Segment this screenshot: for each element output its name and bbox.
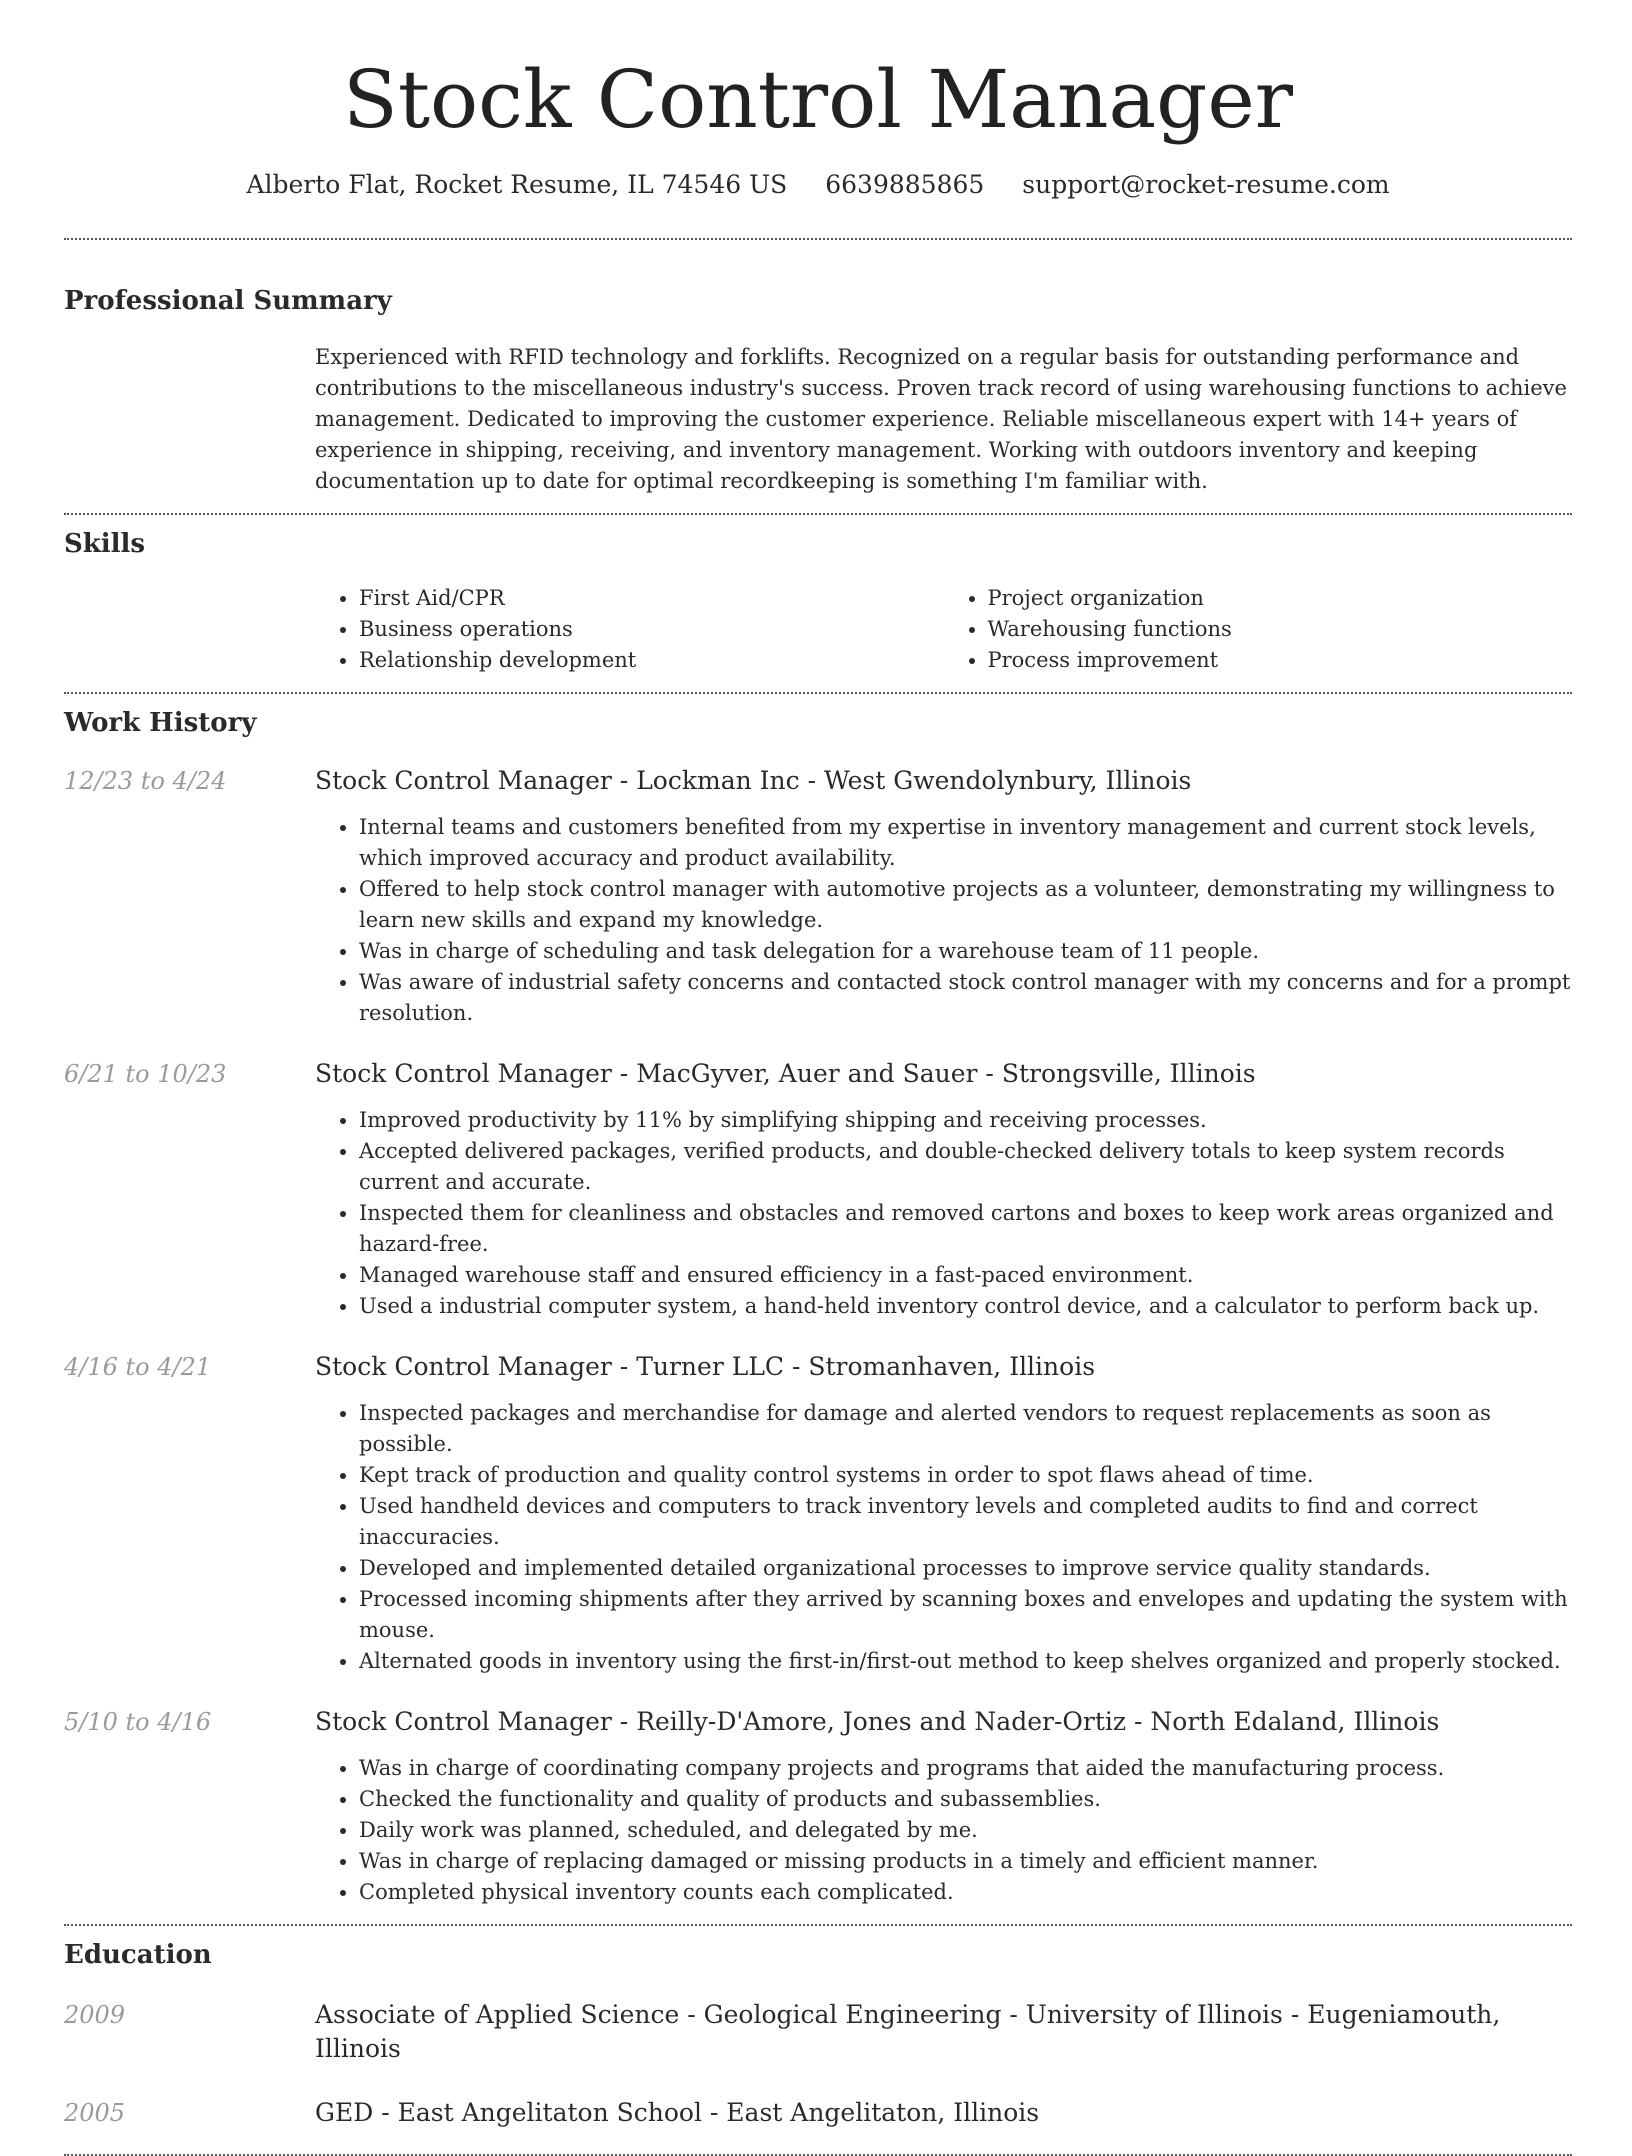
- divider: [64, 513, 1572, 515]
- section-title-summary: Professional Summary: [64, 286, 392, 316]
- job-date: 12/23 to 4/24: [64, 767, 227, 795]
- resume-name: Stock Control Manager: [343, 53, 1293, 146]
- divider: [64, 692, 1572, 694]
- job-bullets: [315, 812, 1572, 1029]
- job-date: 4/16 to 4/21: [64, 1353, 212, 1381]
- skill-item: • Relationship development: [359, 645, 944, 676]
- education-title: Associate of Applied Science - Geological Engineering - University of Illinois - Eugeniamouth, Illinois: [315, 2000, 1501, 2063]
- skills-section: [64, 527, 1572, 676]
- job-date: 6/21 to 10/23: [64, 1060, 227, 1088]
- skill-item: • Process improvement: [988, 645, 1573, 676]
- job-title: Stock Control Manager - Turner LLC - Stromanhaven, Illinois: [315, 1352, 1096, 1381]
- divider: [64, 238, 1572, 240]
- job-body: [315, 1705, 1572, 1908]
- job-bullet: • Offered to help stock control manager with automotive projects as a volunteer, demonstrating my willingness to learn new skills and expand my knowledge.: [359, 874, 1572, 936]
- skills-grid: [315, 583, 1572, 676]
- job-bullet: • Used a industrial computer system, a hand-held inventory control device, and a calculator to perform back up.: [359, 1291, 1572, 1322]
- divider: [64, 1924, 1572, 1926]
- job-entry: [64, 764, 1572, 1029]
- education-year: 2009: [64, 2001, 126, 2029]
- job-bullet: • Checked the functionality and quality of products and subassemblies.: [359, 1784, 1572, 1815]
- job-bullet: • Developed and implemented detailed organizational processes to improve service quality standards.: [359, 1553, 1572, 1584]
- job-entry: [64, 1350, 1572, 1677]
- summary-text: Experienced with RFID technology and forklifts. Recognized on a regular basis for outstanding performance and contributions to the miscellaneous industry's success. Proven track record of using warehousing functions to achieve management. Dedicated to improving the customer experience. Reliable miscellaneous expert with 14+ years of experience in shipping, receiving, and inventory management. Working with outdoors inventory and keeping documentation up to date for optimal recordkeeping is something I'm familiar with.: [315, 345, 1567, 493]
- contact-line: [64, 168, 1572, 202]
- job-title: Stock Control Manager - MacGyver, Auer and Sauer - Strongsville, Illinois: [315, 1059, 1256, 1088]
- job-bullet: • Managed warehouse staff and ensured efficiency in a fast-paced environment.: [359, 1260, 1572, 1291]
- section-title-work-history: Work History: [64, 708, 257, 738]
- education-section: [64, 1938, 1572, 2130]
- skills-list-left: [315, 583, 944, 676]
- job-bullet: • Used handheld devices and computers to track inventory levels and completed audits to find and correct inaccuracies.: [359, 1491, 1572, 1553]
- job-entry: [64, 1057, 1572, 1322]
- skills-list-right: [944, 583, 1573, 676]
- job-bullets: [315, 1753, 1572, 1908]
- job-bullets: [315, 1398, 1572, 1677]
- job-bullet: • Accepted delivered packages, verified products, and double-checked delivery totals to keep system records current and accurate.: [359, 1136, 1572, 1198]
- job-title: Stock Control Manager - Lockman Inc - West Gwendolynbury, Illinois: [315, 766, 1192, 795]
- job-bullet: • Was in charge of replacing damaged or missing products in a timely and efficient manner.: [359, 1846, 1572, 1877]
- work-history-section: [64, 706, 1572, 1924]
- job-bullet: • Internal teams and customers benefited from my expertise in inventory management and current stock levels, which improved accuracy and product availability.: [359, 812, 1572, 874]
- job-body: [315, 764, 1572, 1029]
- job-title: Stock Control Manager - Reilly-D'Amore, Jones and Nader-Ortiz - North Edaland, Illinois: [315, 1707, 1440, 1736]
- education-entry: [64, 1998, 1572, 2066]
- job-bullets: [315, 1105, 1572, 1322]
- job-bullet: • Was aware of industrial safety concerns and contacted stock control manager with my concerns and for a prompt resolution.: [359, 967, 1572, 1029]
- resume-page: [64, 0, 1572, 2156]
- job-bullet: • Inspected them for cleanliness and obstacles and removed cartons and boxes to keep work areas organized and hazard-free.: [359, 1198, 1572, 1260]
- job-body: [315, 1350, 1572, 1677]
- job-date: 5/10 to 4/16: [64, 1708, 212, 1736]
- job-bullet: • Was in charge of coordinating company projects and programs that aided the manufacturing process.: [359, 1753, 1572, 1784]
- skill-item: • First Aid/CPR: [359, 583, 944, 614]
- job-bullet: • Processed incoming shipments after they arrived by scanning boxes and envelopes and updating the system with mouse.: [359, 1584, 1572, 1646]
- skill-item: • Project organization: [988, 583, 1573, 614]
- section-title-education: Education: [64, 1940, 212, 1970]
- contact-phone: 6639885865: [825, 170, 985, 199]
- job-body: [315, 1057, 1572, 1322]
- job-bullet: • Daily work was planned, scheduled, and delegated by me.: [359, 1815, 1572, 1846]
- education-title: GED - East Angelitaton School - East Angelitaton, Illinois: [315, 2098, 1040, 2127]
- job-bullet: • Alternated goods in inventory using the first-in/first-out method to keep shelves organized and properly stocked.: [359, 1646, 1572, 1677]
- education-entry: [64, 2096, 1572, 2130]
- job-entry: [64, 1705, 1572, 1908]
- skill-item: • Warehousing functions: [988, 614, 1573, 645]
- job-bullet: • Completed physical inventory counts each complicated.: [359, 1877, 1572, 1908]
- job-bullet: • Was in charge of scheduling and task delegation for a warehouse team of 11 people.: [359, 936, 1572, 967]
- job-bullet: • Improved productivity by 11% by simplifying shipping and receiving processes.: [359, 1105, 1572, 1136]
- education-year: 2005: [64, 2099, 126, 2127]
- skill-item: • Business operations: [359, 614, 944, 645]
- section-title-skills: Skills: [64, 529, 146, 559]
- contact-email: support@rocket-resume.com: [1022, 170, 1390, 199]
- summary-section: [64, 284, 1572, 497]
- job-bullet: • Kept track of production and quality control systems in order to spot flaws ahead of time.: [359, 1460, 1572, 1491]
- contact-address: Alberto Flat, Rocket Resume, IL 74546 US: [246, 170, 788, 199]
- job-bullet: • Inspected packages and merchandise for damage and alerted vendors to request replacements as soon as possible.: [359, 1398, 1572, 1460]
